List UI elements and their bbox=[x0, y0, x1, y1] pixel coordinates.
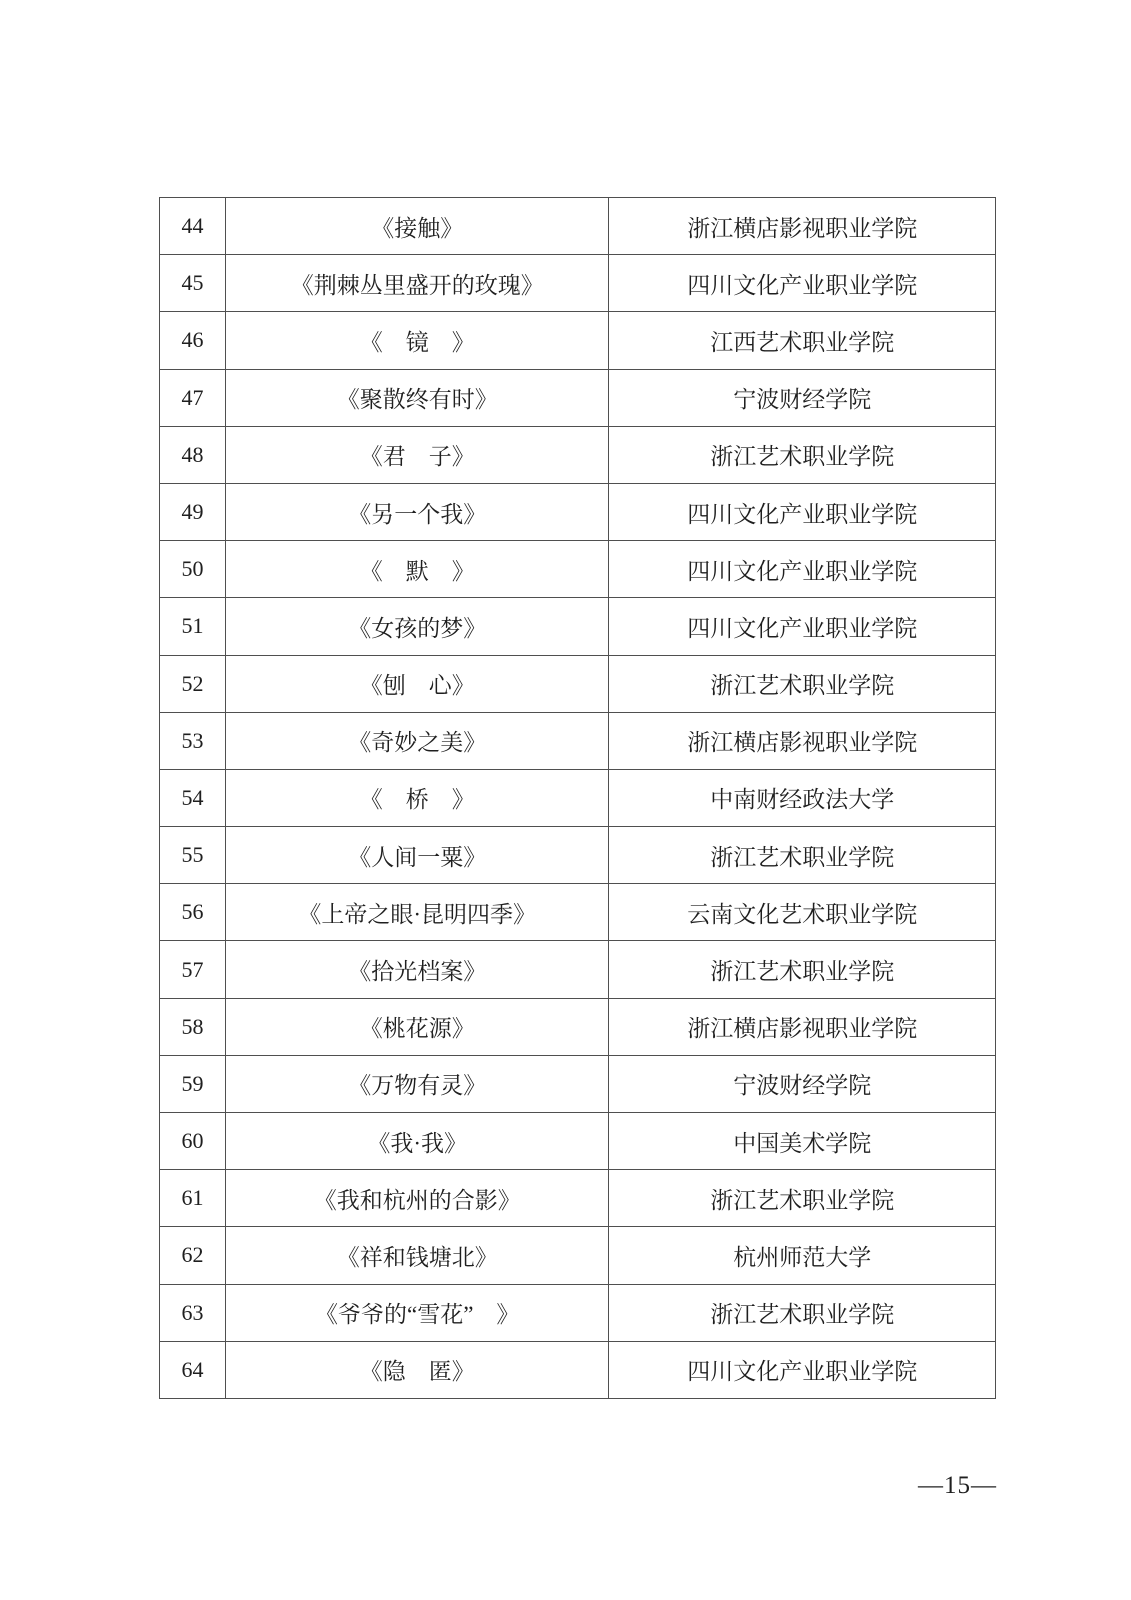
row-number-cell: 54 bbox=[160, 770, 226, 827]
institution-cell: 宁波财经学院 bbox=[609, 1056, 996, 1113]
row-number-cell: 45 bbox=[160, 255, 226, 312]
work-title-cell: 《 默 》 bbox=[226, 541, 610, 598]
institution-cell: 四川文化产业职业学院 bbox=[609, 1342, 996, 1399]
table-row bbox=[160, 427, 996, 484]
row-number-cell: 56 bbox=[160, 884, 226, 941]
table-row bbox=[160, 198, 996, 255]
work-title-cell: 《上帝之眼·昆明四季》 bbox=[226, 884, 610, 941]
work-title-cell: 《 桥 》 bbox=[226, 770, 610, 827]
row-number-cell: 64 bbox=[160, 1342, 226, 1399]
row-number-cell: 49 bbox=[160, 484, 226, 541]
table-row bbox=[160, 541, 996, 598]
row-number-cell: 53 bbox=[160, 713, 226, 770]
row-number-cell: 52 bbox=[160, 656, 226, 713]
work-title-cell: 《拾光档案》 bbox=[226, 941, 610, 998]
institution-cell: 浙江艺术职业学院 bbox=[609, 427, 996, 484]
institution-cell: 浙江艺术职业学院 bbox=[609, 1170, 996, 1227]
institution-cell: 江西艺术职业学院 bbox=[609, 312, 996, 369]
work-title-cell: 《聚散终有时》 bbox=[226, 370, 610, 427]
table-row bbox=[160, 713, 996, 770]
institution-cell: 浙江横店影视职业学院 bbox=[609, 713, 996, 770]
works-table bbox=[159, 197, 996, 1399]
table-row bbox=[160, 656, 996, 713]
table-row bbox=[160, 370, 996, 427]
work-title-cell: 《爷爷的“雪花” 》 bbox=[226, 1285, 610, 1342]
page-number: —15— bbox=[918, 1472, 997, 1499]
work-title-cell: 《我和杭州的合影》 bbox=[226, 1170, 610, 1227]
institution-cell: 四川文化产业职业学院 bbox=[609, 255, 996, 312]
row-number-cell: 48 bbox=[160, 427, 226, 484]
work-title-cell: 《另一个我》 bbox=[226, 484, 610, 541]
row-number-cell: 46 bbox=[160, 312, 226, 369]
institution-cell: 浙江艺术职业学院 bbox=[609, 656, 996, 713]
row-number-cell: 59 bbox=[160, 1056, 226, 1113]
institution-cell: 四川文化产业职业学院 bbox=[609, 541, 996, 598]
row-number-cell: 47 bbox=[160, 370, 226, 427]
row-number-cell: 61 bbox=[160, 1170, 226, 1227]
work-title-cell: 《女孩的梦》 bbox=[226, 598, 610, 655]
work-title-cell: 《接触》 bbox=[226, 198, 610, 255]
institution-cell: 浙江艺术职业学院 bbox=[609, 827, 996, 884]
table-row bbox=[160, 884, 996, 941]
table-row bbox=[160, 1056, 996, 1113]
institution-cell: 浙江艺术职业学院 bbox=[609, 941, 996, 998]
work-title-cell: 《荆棘丛里盛开的玫瑰》 bbox=[226, 255, 610, 312]
work-title-cell: 《祥和钱塘北》 bbox=[226, 1227, 610, 1284]
table-row bbox=[160, 941, 996, 998]
work-title-cell: 《我·我》 bbox=[226, 1113, 610, 1170]
institution-cell: 杭州师范大学 bbox=[609, 1227, 996, 1284]
table-row bbox=[160, 1285, 996, 1342]
work-title-cell: 《 镜 》 bbox=[226, 312, 610, 369]
institution-cell: 中南财经政法大学 bbox=[609, 770, 996, 827]
institution-cell: 云南文化艺术职业学院 bbox=[609, 884, 996, 941]
row-number-cell: 57 bbox=[160, 941, 226, 998]
row-number-cell: 63 bbox=[160, 1285, 226, 1342]
table-row bbox=[160, 598, 996, 655]
institution-cell: 浙江横店影视职业学院 bbox=[609, 999, 996, 1056]
work-title-cell: 《奇妙之美》 bbox=[226, 713, 610, 770]
work-title-cell: 《桃花源》 bbox=[226, 999, 610, 1056]
institution-cell: 中国美术学院 bbox=[609, 1113, 996, 1170]
table-row bbox=[160, 999, 996, 1056]
row-number-cell: 44 bbox=[160, 198, 226, 255]
table-row bbox=[160, 770, 996, 827]
table-row bbox=[160, 255, 996, 312]
institution-cell: 宁波财经学院 bbox=[609, 370, 996, 427]
work-title-cell: 《隐 匿》 bbox=[226, 1342, 610, 1399]
institution-cell: 浙江艺术职业学院 bbox=[609, 1285, 996, 1342]
institution-cell: 四川文化产业职业学院 bbox=[609, 484, 996, 541]
work-title-cell: 《万物有灵》 bbox=[226, 1056, 610, 1113]
work-title-cell: 《人间一粟》 bbox=[226, 827, 610, 884]
row-number-cell: 62 bbox=[160, 1227, 226, 1284]
work-title-cell: 《刨 心》 bbox=[226, 656, 610, 713]
table-row bbox=[160, 1170, 996, 1227]
table-row bbox=[160, 1113, 996, 1170]
table-row bbox=[160, 484, 996, 541]
row-number-cell: 55 bbox=[160, 827, 226, 884]
institution-cell: 浙江横店影视职业学院 bbox=[609, 198, 996, 255]
table-row bbox=[160, 1342, 996, 1399]
table-row bbox=[160, 312, 996, 369]
row-number-cell: 51 bbox=[160, 598, 226, 655]
row-number-cell: 50 bbox=[160, 541, 226, 598]
table-row bbox=[160, 1227, 996, 1284]
table-row bbox=[160, 827, 996, 884]
row-number-cell: 60 bbox=[160, 1113, 226, 1170]
institution-cell: 四川文化产业职业学院 bbox=[609, 598, 996, 655]
work-title-cell: 《君 子》 bbox=[226, 427, 610, 484]
row-number-cell: 58 bbox=[160, 999, 226, 1056]
